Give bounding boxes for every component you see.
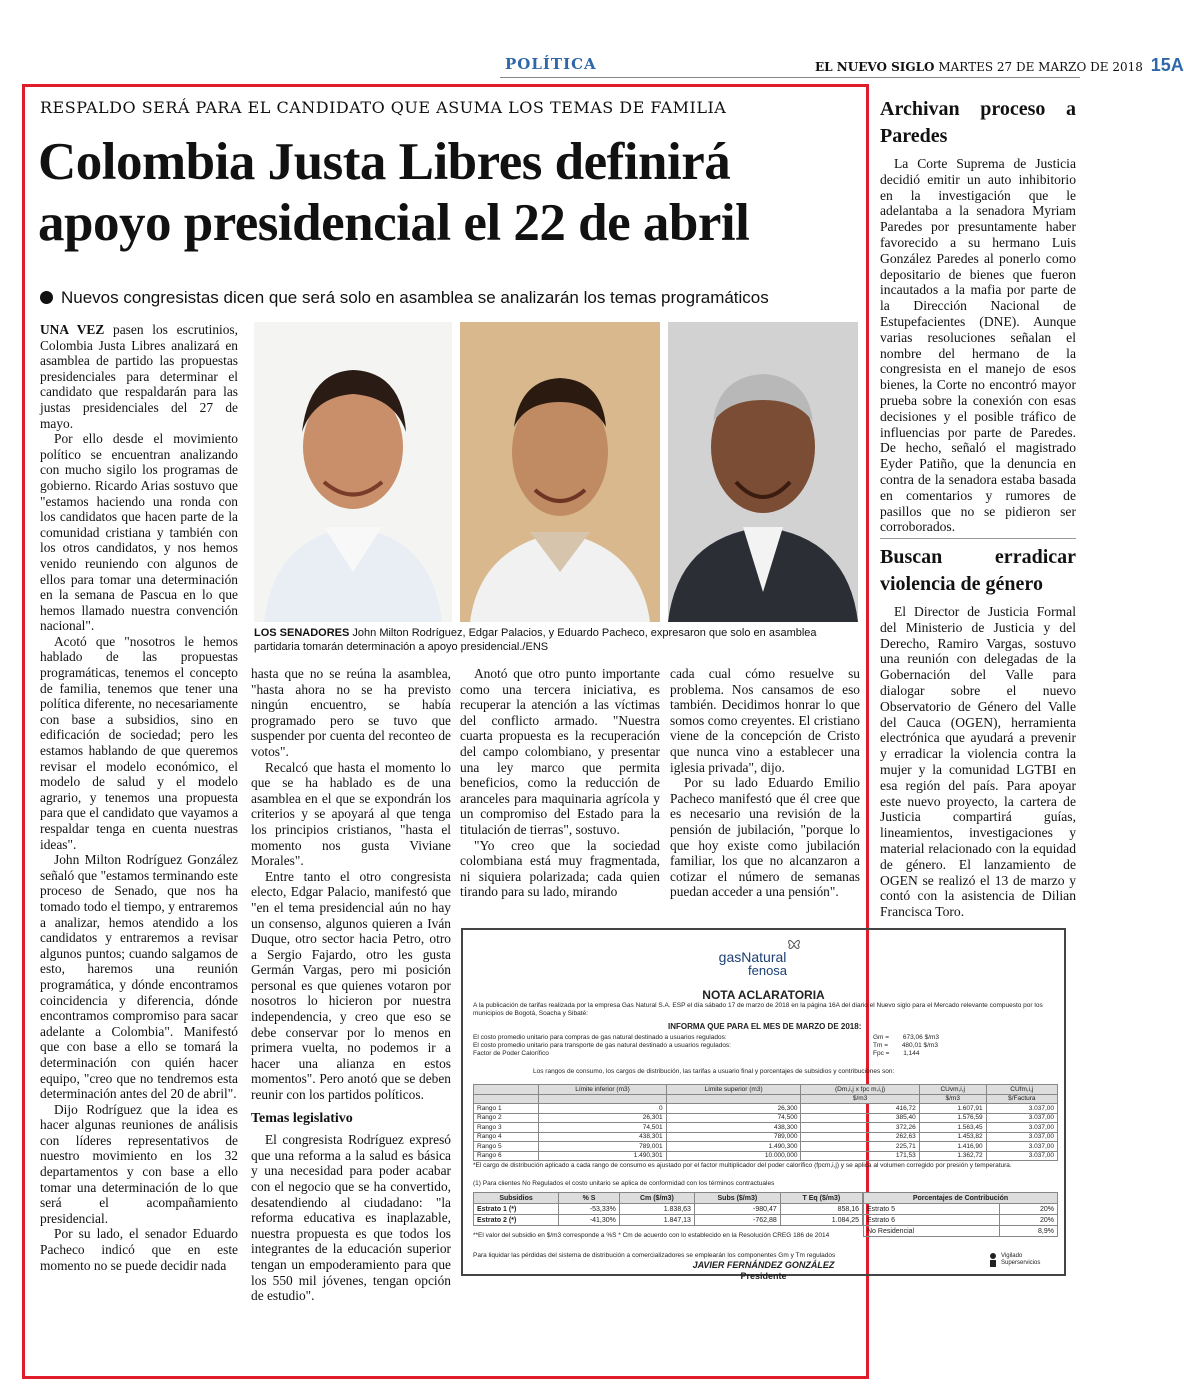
subhead-temas-legislativo: Temas legislativo: [251, 1110, 353, 1126]
sidebar-story-paredes: [880, 96, 1076, 536]
sidebar-story-body: La Corte Suprema de Justicia decidió emitir un auto inhibitorio en la investigación que le adelantaba a la senadora Myriam Paredes por presuntamente haber favorecido a su hermano Luis González Paredes al ponerlo como depositario de bienes que fueron incautados a la mafia por parte de la Dirección Nacional de Estupefacientes (DNE). Aunque varias resoluciones señalan el nombre del hermano de la congresista en el manejo de esos bienes, la Corte no encontró mayor prueba sobre la conexión con esas decisiones y el posible tráfico de influencias por parte de Paredes. De hecho, señaló el magistrado Eyder Patiño, que la denuncia en contra de la senadora estaba basada en comentarios y rumores de pasillos que no se pidieron ser corroborados.: [880, 156, 1076, 535]
page-number: 15A: [1150, 55, 1184, 75]
table-row: Rango 4 438,301 789,000 262,63 1.453,82 3.037,00: [474, 1132, 1058, 1142]
notice-param-values: Gm = 673,06 $/m3 Tm = 480,01 $/m3 Fpc = 1,144: [873, 1034, 940, 1057]
table-row: Rango 5 789,001 1.490,300 225,71 1.416,90 3.037,00: [474, 1142, 1058, 1152]
table-row: Rango 3 74,501 438,300 372,26 1.563,45 3.037,00: [474, 1123, 1058, 1133]
article-column-4: [670, 666, 860, 916]
article-column-3: [460, 666, 660, 916]
photo-caption: LOS SENADORES John Milton Rodríguez, Edgar Palacios, y Eduardo Pacheco, expresaron que solo en asamblea partidaria tomarán determinación a apoyo presidencial./ENS: [254, 627, 817, 653]
superservicios-badge: Vigilado Superservicios: [988, 1252, 1058, 1268]
paragraph: cada cual cómo resuelve su problema. Nos cansamos de eso también. Decidimos honrar lo que somos como creyentes. El cristiano viene de la concepción de Cristo que nunca vino a establecer una iglesia privada", dijo.: [670, 666, 860, 775]
paragraph: John Milton Rodríguez González señaló que "estamos terminando este proceso de Senado, que nos ha tomado todo el tiempo, y entraremos a analizar, hemos atendido a los candidatos y entraremos a revisar algunos puntos; cuando salgamos de esto, haremos una reunión programática, y dónde encontramos coincidencia y diferencia, dónde encontramos compromiso para sacar adelante a Colombia". Manifestó que con base a ello se tomará la determinación con quién hacer equipo, "creo que no tendremos esta determinación antes del 20 de abril".: [40, 852, 238, 1102]
paragraph: Por su lado Eduardo Emilio Pacheco manifestó que él cree que es necesario una revisión de la pensión de jubilación, "porque lo que hoy existe como jubilación familiar, los que no alcanzaron a cotizar el número de semanas puedan acceder a una pensión".: [670, 775, 860, 900]
lead-bold: UNA VEZ: [40, 322, 105, 337]
gas-natural-notice: [461, 928, 1066, 1281]
article-column-1: [40, 322, 238, 1372]
table-row: Estrato 5 20%: [864, 1204, 1058, 1215]
subsidies-table: [473, 1192, 863, 1226]
note-distribution: *El cargo de distribución aplicado a cada rango de consumo es ajustado por el factor multiplicador del poder calorífico (fpcm,i,j) y se aplica al volumen corregido por presión y temperatura.: [473, 1162, 1012, 1169]
article-subheadline: [40, 288, 769, 308]
paragraph: Acotó que "nosotros le hemos hablado de las propuestas programáticas, tenemos el concepto de familia, tenemos que tener una política diferente, no necesariamente con base a subsidios, sino en edificación de sociedad; pero les estamos hablando de que queremos revisar el modelo económico, el modelo de salud y el modelo agrario, y tenemos una propuesta para que el candidato que vayamos a respaldar tenga en cuenta nuestras ideas".: [40, 633, 238, 852]
paragraph: Recalcó que hasta el momento lo que se ha hablado es de una asamblea en el que se expondrán los criterios y se apoyará al que tenga los principios cristianos, "hasta el momento nos gusta Viviane Morales".: [251, 759, 451, 869]
contribution-table: [863, 1192, 1058, 1237]
sidebar-story-title: Archivan proceso a Paredes: [880, 98, 1076, 147]
article-headline: Colombia Justa Libres definirá apoyo presidencial el 22 de abril: [38, 133, 750, 252]
table-row: Rango 2 26,301 74,500 385,40 1.576,59 3.037,00: [474, 1113, 1058, 1123]
table-row: Porcentajes de Contribución: [864, 1193, 1058, 1204]
table-row: No Residencial 8,9%: [864, 1226, 1058, 1237]
article-kicker: RESPALDO SERÁ PARA EL CANDIDATO QUE ASUMA LOS TEMAS DE FAMILIA: [40, 98, 727, 117]
gas-natural-logo: gasNatural fenosa: [718, 950, 787, 978]
masthead: [815, 55, 1184, 76]
issue-date: MARTES 27 DE MARZO DE 2018: [938, 60, 1143, 74]
table-row: Límite inferior (m3) Límite superior (m3) (Dm,i,j x fpc m,i,j) CUvm,i,j CUfm,i,j: [474, 1085, 1058, 1095]
table-row: Rango 1 0 26,300 416,72 1.607,91 3.037,00: [474, 1104, 1058, 1114]
sidebar-divider: [880, 538, 1076, 539]
notice-title: NOTA ACLARATORIA: [702, 988, 825, 1002]
rates-intro: Los rangos de consumo, los cargos de distribución, las tarifas a usuario final y porcentajes de subsidios y contribuciones son:: [533, 1068, 895, 1075]
paragraph: Anotó que otro punto importante como una tercera iniciativa, es recuperar la atención a las víctimas del conflicto armado. "Nuestra cuarta propuesta es la recuperación del campo colombiano, y presentar una ley marco que permita beneficios, como la reducción de aranceles para maquinaria agrícola y un compromiso del Estado para la titulación de tierras", sostuvo.: [460, 666, 660, 837]
sidebar-story-body: El Director de Justicia Formal del Ministerio de Justicia y del Derecho, Ramiro Vargas, sostuvo una reunión con delegadas de la Gobernación del Valle para dialogar sobre el nuevo Observatorio de Género del Valle del Cauca (OGEN), herramienta electrónica que ayudará a prevenir y erradicar la violencia contra la mujer y la comunidad LGTBI en esa región del país. Para apoyar este nuevo proyecto, la cartera de Justicia compartirá guías, lineamientos, investigaciones y material relacionado con la equidad de género. El lanzamiento de OGEN se realizó el 13 de marzo y contó con la asistencia de Dilian Francisca Toro.: [880, 604, 1076, 920]
signer-name: JAVIER FERNÁNDEZ GONZÁLEZ: [692, 1260, 835, 1270]
paragraph: Por su lado, el senador Eduardo Pacheco indicó que en este momento no se puede decidir nada: [40, 1226, 238, 1273]
lead-paragraph: UNA VEZ pasen los escrutinios, Colombia Justa Libres analizará en asamblea de partido las propuestas presidenciales para determinar el candidato que respaldarán para las justas presidenciales del 27 de mayo.: [40, 322, 238, 431]
article-column-2: [251, 666, 451, 1366]
table-row: Estrato 6 20%: [864, 1215, 1058, 1226]
table-row: Estrato 1 (*) -53,33% 1.838,63 -980,47 858,16: [474, 1204, 863, 1215]
section-label: POLÍTICA: [505, 55, 597, 73]
sidebar-story-genero: [880, 544, 1076, 924]
table-row: Estrato 2 (*) -41,30% 1.847,13 -762,88 1.084,25: [474, 1215, 863, 1226]
note-losses: Para liquidar las pérdidas del sistema de distribución a comercializadores se emplearán los componentes Gm y Tm regulados: [473, 1252, 836, 1259]
table-row: Rango 6 1.490,301 10.000,000 171,53 1.362,72 3.037,00: [474, 1151, 1058, 1161]
paragraph: El congresista Rodríguez expresó que una reforma a la salud es básica y una necesidad para poder acabar con el negocio que se ha convertido, desatendiendo al ciudadano: "la reforma educativa es inaplazable, nuestra propuesta es que todos los integrantes de la educación superior tengan un empoderamiento para que los 550 mil jóvenes, tengan opción de estudio".: [251, 1132, 451, 1304]
subheadline-text: Nuevos congresistas dicen que será solo en asamblea se analizarán los temas programáticos: [61, 288, 769, 307]
bullet-icon: [40, 291, 53, 304]
notice-subtitle: INFORMA QUE PARA EL MES DE MARZO DE 2018:: [668, 1022, 862, 1031]
signer-role: Presidente: [740, 1271, 787, 1281]
paragraph: Entre tanto el otro congresista electo, Edgar Palacio, manifestó que "en el tema presidencial aún no hay un consenso, algunos quieren a Iván Duque, otro sector hacia Petro, otro a Sergio Fajardo, otro les gusta Germán Vargas, pero mi posición personal es que quienes votaron por nosotros lo hicieron por nuestra independencia, y creo que eso se debe conservar por lo menos en primera vuelta, no podemos ir a hacer una alianza en estos momentos". Pero anotó que se deben reunir con los partidos políticos.: [251, 868, 451, 1103]
sidebar-story-title: Buscan erradicar violencia de género: [880, 546, 1076, 595]
notice-params: El costo promedio unitario para compras de gas natural destinado a usuarios regulados: El costo promedio unitario para transporte de gas natural destinado a usuarios regulados: Factor de Poder Calorífico: [473, 1034, 731, 1057]
photo-edgar-palacios: [460, 322, 660, 622]
paragraph: "Yo creo que la sociedad colombiana está muy fragmentada, ni siquiera polarizada; cada quien tirando para su lado, mirando: [460, 837, 660, 900]
photo-eduardo-pacheco: [668, 322, 858, 622]
photo-john-milton-rodriguez: [254, 322, 452, 622]
butterfly-icon: [786, 936, 802, 952]
table-row: $/m3 $/m3 $/Factura: [474, 1094, 1058, 1104]
notice-intro: A la publicación de tarifas realizada por la empresa Gas Natural S.A. ESP el día sábado 17 de marzo de 2018 en la página 16A del diario el Nuevo siglo para el Mercado relevante compuesto por los municipios de Bogotá, Soacha y Sibaté:: [473, 1002, 1043, 1017]
superservicios-icon: [988, 1252, 998, 1268]
paragraph: Dijo Rodríguez que la idea es hacer algunas reuniones de análisis con líderes representativos de nuestro movimiento en los 32 departamentos y con base a ello tomar una determinación de lo que será el acompañamiento presidencial.: [40, 1101, 238, 1226]
table-row: Subsidios % S Cm ($/m3) Subs ($/m3) T Eq ($/m3): [474, 1193, 863, 1204]
rates-table: [473, 1084, 1058, 1161]
note-no-regulados: (1) Para clientes No Regulados el costo unitario se aplica de conformidad con los términos contractuales: [473, 1180, 775, 1187]
header-rule: [500, 77, 1080, 78]
paragraph: Por ello desde el movimiento político se encuentran analizando con mucho sigilo los programas de gobierno. Ricardo Arias sostuvo que "estamos haciendo una ronda con los candidatos que hacen parte de la comunidad cristiana y también con los otros candidatos, y nos hemos venido reuniendo con algunos de ellos para tomar una determinación en la semana de Pascua en lo que hemos llamado nuestra convención nacional".: [40, 431, 238, 634]
paper-name: EL NUEVO SIGLO: [815, 60, 935, 74]
note-subsidy: **El valor del subsidio en $/m3 corresponde a %S * Cm de acuerdo con lo establecido en la Resolución CREG 186 de 2014: [473, 1232, 830, 1239]
paragraph: hasta que no se reúna la asamblea, "hasta ahora no se ha previsto ningún encuentro, se había programado pero se tuvo que suspender por cuenta del reconteo de votos".: [251, 666, 451, 759]
